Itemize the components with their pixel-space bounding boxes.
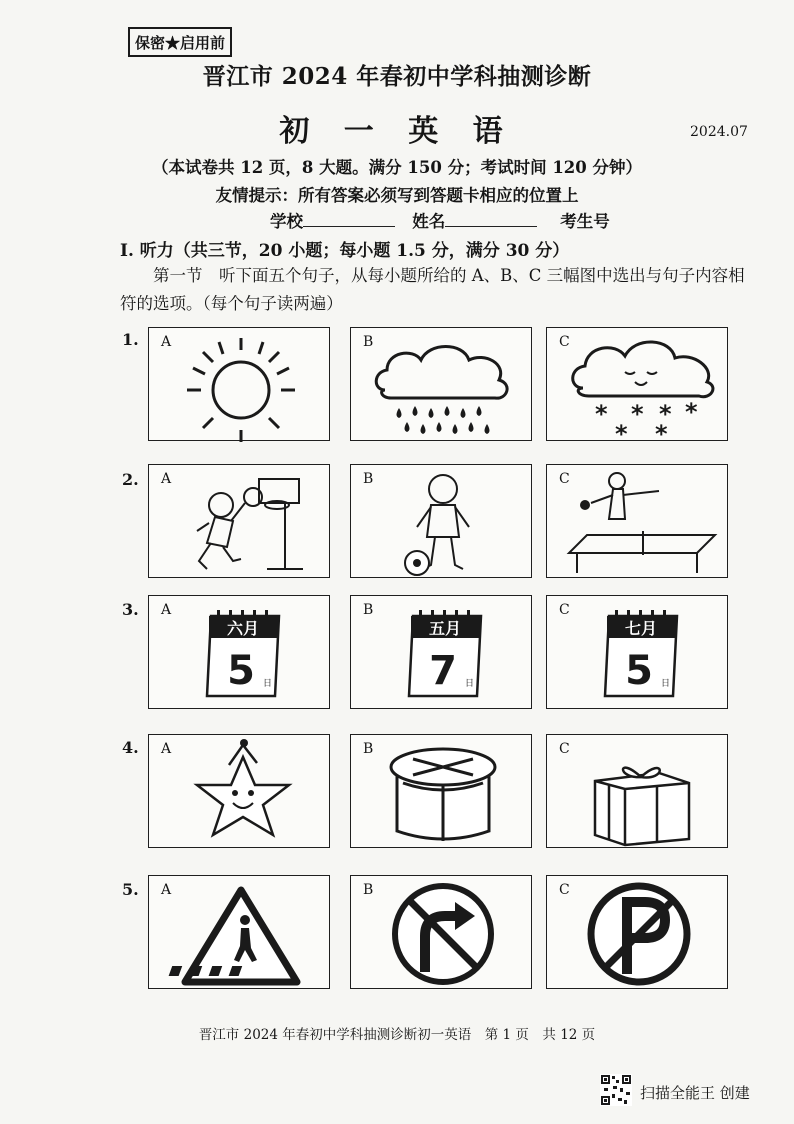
option-label: A — [161, 602, 172, 618]
basketball-player-icon — [149, 465, 331, 579]
exam-date: 2024.07 — [690, 124, 748, 140]
scanner-watermark-text: 扫描全能王 创建 — [640, 1084, 750, 1102]
no-parking-sign-icon — [547, 876, 729, 990]
scanner-watermark — [600, 1074, 770, 1110]
option-label: C — [559, 602, 570, 618]
table-tennis-player-icon — [547, 465, 729, 579]
confidential-stamp: 保密★启用前 — [128, 27, 232, 57]
calendar-day-suffix: 日 — [661, 679, 671, 689]
calendar-month: 七月 — [624, 619, 658, 638]
student-fields — [270, 208, 610, 232]
option-label: A — [161, 882, 172, 898]
no-right-turn-sign-icon — [351, 876, 533, 990]
option-label: B — [363, 334, 374, 350]
option-label: B — [363, 471, 374, 487]
part-instruction — [120, 262, 756, 318]
part-instruction-text: 第一节 听下面五个句子，从每小题所给的 A、B、C 三幅图中选出与句子内容相符的选项。（每个句子读两遍） — [120, 266, 745, 313]
calendar-icon — [149, 596, 331, 710]
answer-notice: 友情提示：所有答案必须写到答题卡相应的位置上 — [215, 186, 579, 205]
option-label: A — [161, 471, 172, 487]
name-label: 姓名 — [412, 212, 446, 231]
question-number: 3. — [122, 600, 139, 619]
gift-box-icon — [351, 735, 533, 849]
option-label: C — [559, 334, 570, 350]
option-label: C — [559, 741, 570, 757]
option-4c[interactable] — [546, 734, 728, 848]
svg-text:*: * — [595, 400, 608, 428]
name-blank[interactable] — [445, 210, 537, 227]
exam-info: （本试卷共 12 页，8 大题。满分 150 分；考试时间 120 分钟） — [151, 158, 643, 177]
option-3a[interactable] — [148, 595, 330, 709]
pedestrian-crossing-sign-icon — [149, 876, 331, 990]
star-toy-icon — [149, 735, 331, 849]
page-footer: 晋江市 2024 年春初中学科抽测诊断初一英语 第 1 页 共 12 页 — [198, 1027, 596, 1043]
svg-text:*: * — [615, 420, 628, 442]
school-label: 学校 — [270, 212, 303, 231]
subject-title: 初 一 英 语 — [279, 114, 515, 149]
calendar-icon — [351, 596, 533, 710]
option-1b[interactable] — [350, 327, 532, 441]
option-2c[interactable] — [546, 464, 728, 578]
option-5b[interactable] — [350, 875, 532, 989]
exam-no-label: 考生号 — [560, 212, 610, 231]
option-5c[interactable] — [546, 875, 728, 989]
option-label: C — [559, 471, 570, 487]
calendar-month: 六月 — [226, 619, 260, 638]
option-label: A — [161, 741, 172, 757]
option-3b[interactable] — [350, 595, 532, 709]
option-4a[interactable] — [148, 734, 330, 848]
option-label: B — [363, 602, 374, 618]
calendar-day-suffix: 日 — [263, 679, 273, 689]
wrapped-gift-icon — [547, 735, 729, 849]
calendar-day-suffix: 日 — [465, 679, 475, 689]
exam-title: 晋江市 2024 年春初中学科抽测诊断 — [202, 63, 592, 90]
option-2a[interactable] — [148, 464, 330, 578]
question-number: 1. — [122, 330, 139, 349]
option-label: B — [363, 741, 374, 757]
option-2b[interactable] — [350, 464, 532, 578]
svg-text:*: * — [655, 420, 668, 442]
option-5a[interactable] — [148, 875, 330, 989]
question-number: 4. — [122, 738, 139, 757]
question-number: 5. — [122, 880, 139, 899]
svg-text:*: * — [685, 398, 698, 426]
question-number: 2. — [122, 470, 139, 489]
section-title: Ⅰ. 听力（共三节，20 小题；每小题 1.5 分，满分 30 分） — [120, 241, 570, 261]
option-label: C — [559, 882, 570, 898]
snow-cloud-icon — [547, 328, 729, 442]
school-blank[interactable] — [303, 210, 395, 227]
svg-text:*: * — [659, 400, 672, 428]
option-label: A — [161, 334, 172, 350]
calendar-month: 五月 — [428, 619, 462, 638]
qr-code-icon — [600, 1074, 632, 1106]
calendar-day: 5 — [227, 648, 255, 694]
calendar-day: 5 — [625, 648, 653, 694]
soccer-player-icon — [351, 465, 533, 579]
calendar-icon — [547, 596, 729, 710]
option-4b[interactable] — [350, 734, 532, 848]
option-3c[interactable] — [546, 595, 728, 709]
option-1c[interactable] — [546, 327, 728, 441]
sun-icon — [149, 328, 331, 442]
calendar-day: 7 — [429, 648, 457, 694]
option-label: B — [363, 882, 374, 898]
option-1a[interactable] — [148, 327, 330, 441]
rain-cloud-icon — [351, 328, 533, 442]
svg-text:*: * — [631, 400, 644, 428]
